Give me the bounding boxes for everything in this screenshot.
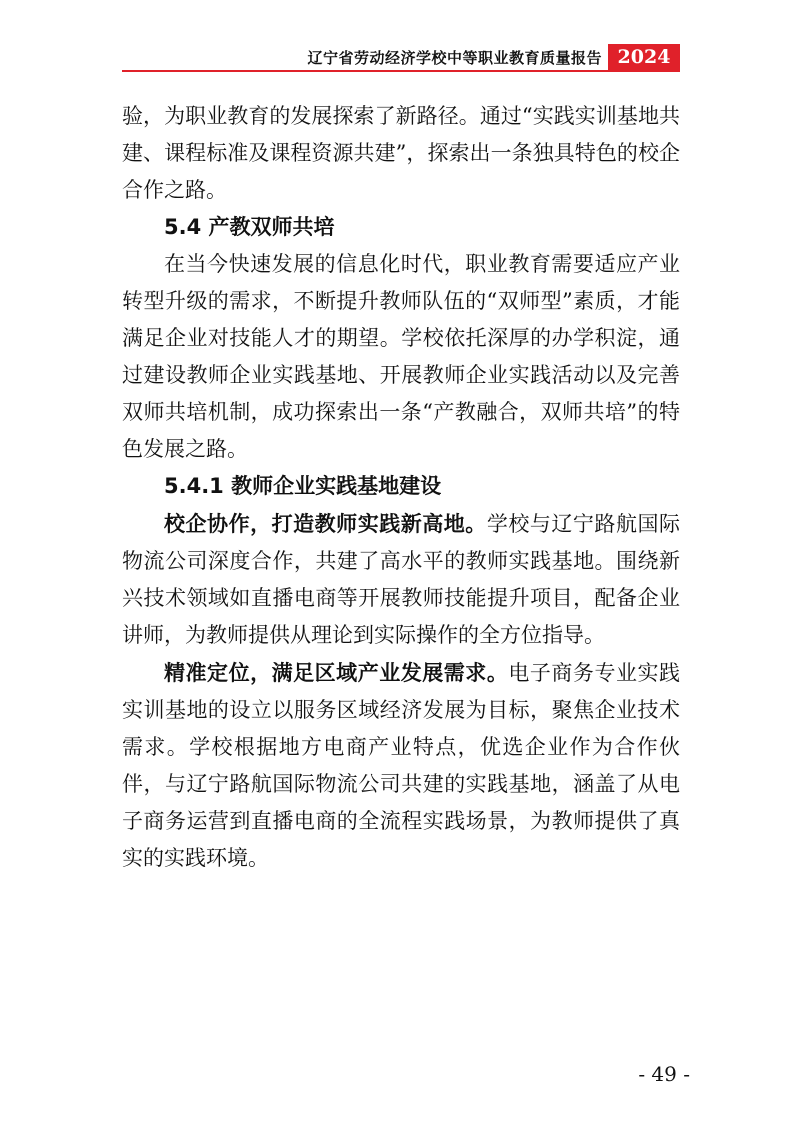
paragraph-body-collaboration: 学校与辽宁路航国际物流公司深度合作，共建了高水平的教师实践基地。围绕新兴技术领域如直播电商等开展教师技能提升项目，配备企业讲师，为教师提供从理论到实际操作的全方位指导。 [122, 512, 681, 647]
section-heading-5-4: 5.4 产教双师共培 [164, 215, 335, 239]
paragraph-school-enterprise-collaboration [122, 505, 680, 654]
document-body [122, 98, 680, 877]
paragraph-lead-positioning: 精准定位，满足区域产业发展需求。 [164, 660, 509, 685]
intro-paragraph: 验，为职业教育的发展探索了新路径。通过“实践实训基地共建、课程标准及课程资源共建”，探索出一条独具特色的校企合作之路。 [122, 104, 680, 202]
page-header [122, 44, 680, 70]
section-5-4-paragraph: 在当今快速发展的信息化时代，职业教育需要适应产业转型升级的需求，不断提升教师队伍的“双师型”素质，才能满足企业对技能人才的期望。学校依托深厚的办学积淀，通过建设教师企业实践基地、开展教师企业实践活动以及完善双师共培机制，成功探索出一条“产教融合，双师共培”的特色发展之路。 [122, 252, 680, 461]
report-year-badge: 2024 [608, 44, 680, 70]
page-number: - 49 - [638, 1062, 690, 1086]
paragraph-precise-positioning [122, 654, 680, 877]
report-title: 辽宁省劳动经济学校中等职业教育质量报告 [307, 49, 602, 67]
paragraph-body-positioning: 电子商务专业实践实训基地的设立以服务区域经济发展为目标，聚焦企业技术需求。学校根据地方电商产业特点，优选企业作为合作伙伴，与辽宁路航国际物流公司共建的实践基地，涵盖了从电子商务运营到直播电商的全流程实践场景，为教师提供了真实的实践环境。 [122, 661, 681, 870]
section-heading-5-4-1: 5.4.1 教师企业实践基地建设 [164, 474, 442, 498]
header-divider [122, 70, 680, 72]
paragraph-lead-collaboration: 校企协作，打造教师实践新高地。 [164, 511, 487, 536]
